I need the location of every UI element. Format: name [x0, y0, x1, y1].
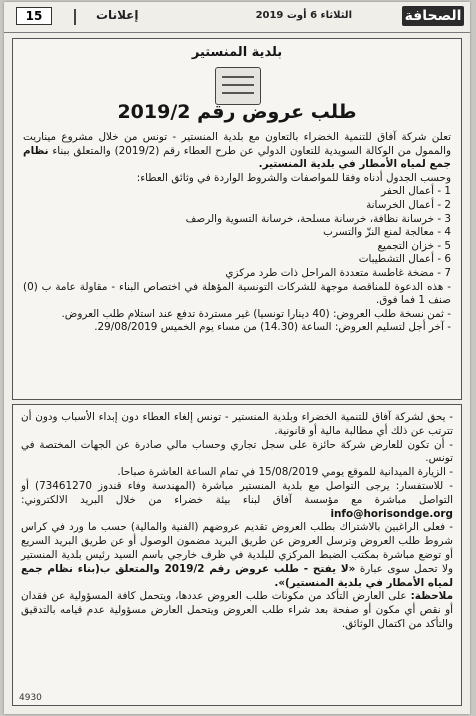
newspaper-page	[4, 2, 470, 714]
tender-body	[23, 131, 451, 335]
tender-body-continued	[21, 411, 453, 632]
envelope-label: «لا يفتح - طلب عروض رقم 2019/2 والمتعلق ب(بناء نظام جمع لمياه الأمطار في بلدية المنستير)».	[21, 562, 453, 589]
list-item: 4 - معالجة لمنع النزّ والتسرب	[323, 226, 451, 239]
newspaper-logo: الصحافة	[402, 6, 464, 26]
intro-paragraph: تعلن شركة آفاق للتنمية الخضراء بالتعاون مع بلدية المنستير - تونس من خلال مشروع ميناريت والممول من الوكالة السويدية للتعاون الدولي عن طرح العطاء رقم (2019/2) والمتعلق ببناء نظام جمع لمياه الأمطار في بلدية المنستير.	[23, 131, 451, 171]
works-list	[23, 185, 451, 280]
note-label: ملاحظة:	[410, 590, 453, 603]
ad-reference-number: 4930	[19, 693, 42, 703]
registration-paragraph: - أن تكون للعارض شركة حائزة على سجل تجاري وحساب مالي صادرة عن الجهات المختصة في تونس.	[21, 438, 453, 465]
eligibility-paragraph: - هذه الدعوة للمناقصة موجهة للشركات التونسية المؤهلة في اختصاص البناء - مقاولة عامة ب (0) صنف 1 فما فوق.	[23, 280, 451, 307]
issue-date: الثلاثاء 6 أوت 2019	[255, 10, 352, 21]
site-visit-paragraph: - الزيارة الميدانية للموقع يومي 15/08/2019 في تمام الساعة العاشرة صباحا.	[117, 466, 453, 479]
list-item: 3 - خرسانة نظافة، خرسانة مسلحة، خرسانة التسوية والرصف	[185, 212, 451, 225]
list-item: 6 - أعمال التشطيبات	[358, 253, 451, 266]
cancellation-paragraph: - يحق لشركة آفاق للتنمية الخضراء وبلدية المنستير - تونس إلغاء العطاء دون إبداء الأسباب ودون أن تترتب عن ذلك أي مطالبة مالية أو قانونية.	[21, 411, 453, 437]
tender-notice-top	[12, 38, 462, 400]
section-title: إعلانات	[96, 8, 139, 22]
list-item: 1 - أعمال الحفر	[381, 185, 451, 198]
list-item: 7 - مضخة غاطسة متعددة المراحل ذات طرد مركزي	[225, 266, 451, 279]
contact-email: info@horisondge.org	[330, 507, 453, 520]
intro-bold: نظام جمع لمياه الأمطار في بلدية المنستير.	[23, 144, 451, 171]
tender-title: طلب عروض رقم 2019/2	[117, 101, 357, 123]
tender-notice-bottom	[12, 404, 462, 706]
price-paragraph: - ثمن نسخة طلب العروض: (40 دينارا تونسيا) غير مستردة تدفع عند استلام طلب العروض.	[61, 307, 451, 320]
header-divider	[74, 9, 76, 25]
submission-paragraph: - فعلى الراغبين بالاشتراك بطلب العروض تقديم عروضهم (الفنية والمالية) حسب ما ورد في كراس شروط طلب العروض وترسل العروض عن طريق البريد مضمون الوصول أو عن طريق البريد السريع أو توضع مباشرة بمكتب الضبط المركزي للبلدية في ظرف خارجي باسم السيد رئيس بلدية المنستير ولا تحمل سوى عبارة «لا يفتح - طلب عروض رقم 2019/2 والمتعلق ب(بناء نظام جمع لمياه الأمطار في بلدية المنستير)».	[21, 521, 453, 589]
deadline-paragraph: - آخر أجل لتسليم العروض: الساعة (14.30) من مساء يوم الخميس 29/08/2019.	[94, 321, 451, 334]
note-paragraph: ملاحظة: على العارض التأكد من مكونات طلب العروض عددها، ويتحمل كافة المسؤولية عن فقدان أو نقص أي مكون أو صفحة بعد شراء طلب العروض ويتحمل العارض مسؤولية عدم قيامه بالتدقيق والتأكد من اكتمال الوثائق.	[21, 590, 453, 630]
inquiry-paragraph: - للاستفسار: يرجى التواصل مع بلدية المنستير مباشرة (المهندسة وفاء قندوز 73461270) أو التواصل مباشرة مع مؤسسة آفاق لبناء بيئة خضراء من خلال البريد الالكتروني: info@horisondge.org	[21, 479, 453, 520]
page-header	[4, 2, 470, 33]
conditions-paragraph: وحسب الجدول أدناه وفقا للمواصفات والشروط الواردة في وثائق العطاء:	[136, 171, 451, 184]
list-item: 5 - خزان التجميع	[377, 239, 451, 252]
list-item: 2 - أعمال الخرسانة	[366, 198, 451, 211]
municipality-name: بلدية المنستير	[191, 45, 283, 60]
municipality-emblem-icon	[215, 67, 261, 105]
page-number: 15	[16, 7, 52, 25]
